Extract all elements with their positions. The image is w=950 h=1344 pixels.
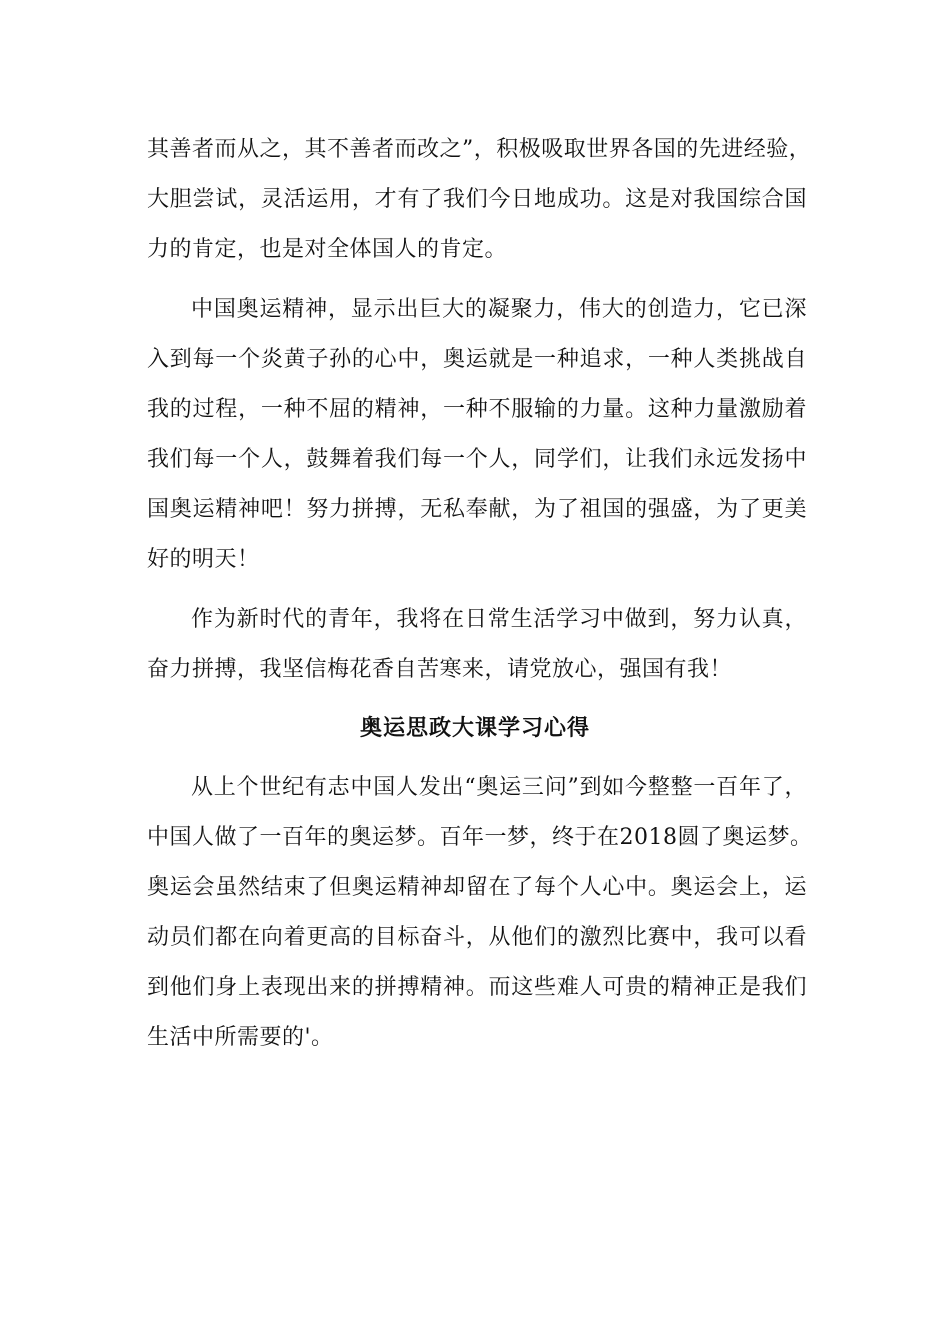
paragraph-3-line-1: 作为新时代的青年，我将在日常生活学习中做到，努力认真， bbox=[191, 607, 807, 632]
paragraph-2-line-4: 我们每一个人，鼓舞着我们每一个人，同学们，让我们永远发扬中 bbox=[147, 447, 807, 472]
paragraph-4-line-3: 奥运会虽然结束了但奥运精神却留在了每个人心中。奥运会上，运 bbox=[147, 875, 807, 900]
paragraph-4-line-2: 中国人做了一百年的奥运梦。百年一梦，终于在2018圆了奥运梦。 bbox=[147, 825, 813, 850]
paragraph-2-line-6: 好的明天！ bbox=[147, 547, 260, 572]
paragraph-4-line-6: 生活中所需要的'。 bbox=[147, 1025, 334, 1050]
paragraph-2-line-5: 国奥运精神吧！努力拼搏，无私奉献，为了祖国的强盛，为了更美 bbox=[147, 497, 807, 522]
section-heading: 奥运思政大课学习心得 bbox=[359, 715, 590, 741]
paragraph-4-line-1: 从上个世纪有志中国人发出“奥运三问”到如今整整一百年了， bbox=[191, 775, 807, 800]
paragraph-1-line-3: 力的肯定，也是对全体国人的肯定。 bbox=[147, 237, 508, 262]
paragraph-2-line-3: 我的过程，一种不屈的精神，一种不服输的力量。这种力量激励着 bbox=[147, 397, 807, 422]
paragraph-1-line-2: 大胆尝试，灵活运用，才有了我们今日地成功。这是对我国综合国 bbox=[147, 187, 807, 212]
paragraph-1-line-1: 其善者而从之，其不善者而改之”，积极吸取世界各国的先进经验， bbox=[147, 137, 812, 162]
paragraph-4-line-4: 动员们都在向着更高的目标奋斗，从他们的激烈比赛中，我可以看 bbox=[147, 925, 807, 950]
paragraph-4-line-5: 到他们身上表现出来的拼搏精神。而这些难人可贵的精神正是我们 bbox=[147, 975, 807, 1000]
paragraph-2-line-1: 中国奥运精神，显示出巨大的凝聚力，伟大的创造力，它已深 bbox=[191, 297, 807, 322]
paragraph-2-line-2: 入到每一个炎黄子孙的心中，奥运就是一种追求，一种人类挑战自 bbox=[147, 347, 807, 372]
paragraph-3-line-2: 奋力拼搏，我坚信梅花香自苦寒来，请党放心，强国有我！ bbox=[147, 657, 733, 682]
